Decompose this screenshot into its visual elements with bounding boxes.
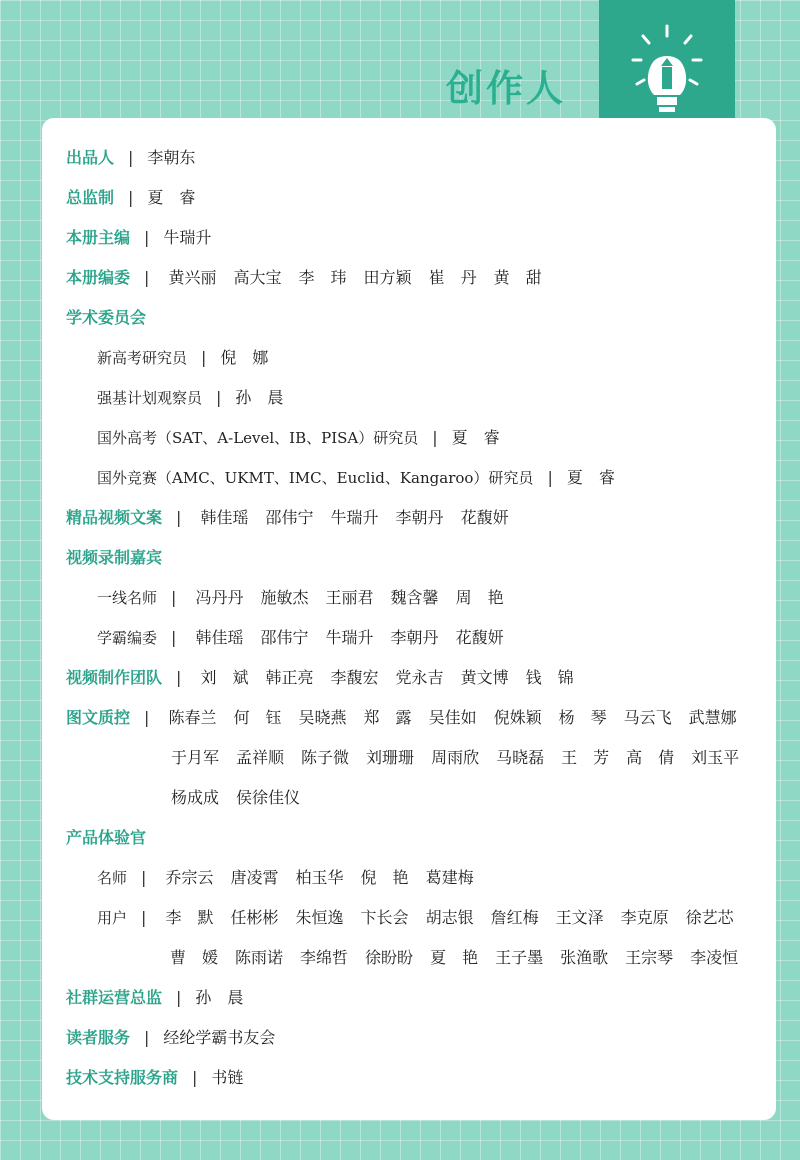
role-label: 视频制作团队 [66, 668, 163, 687]
person-name: 李朝东 [147, 148, 196, 167]
person-name: 李绵哲 [300, 948, 349, 967]
separator: | [176, 988, 182, 1007]
person-name: 倪 艳 [360, 868, 409, 887]
person-name: 马晓磊 [496, 748, 545, 767]
person-name: 杨成成 [171, 788, 220, 807]
person-name: 黄 甜 [493, 268, 542, 287]
person-name: 黄兴丽 [168, 268, 217, 287]
role-label: 出品人 [66, 148, 115, 167]
separator: | [144, 708, 150, 727]
person-name: 经纶学霸书友会 [163, 1028, 276, 1047]
credit-row [97, 466, 632, 490]
credit-row [97, 866, 491, 890]
person-name: 吴佳如 [428, 708, 477, 727]
credit-row [66, 666, 591, 690]
role-label: 国外高考（SAT、A-Level、IB、PISA）研究员 [97, 429, 419, 447]
person-name: 王丽君 [325, 588, 374, 607]
separator: | [171, 588, 177, 607]
person-name: 詹红梅 [490, 908, 539, 927]
credit-row [66, 706, 754, 730]
person-name: 王宗琴 [625, 948, 674, 967]
separator: | [171, 628, 177, 647]
person-name: 陈子微 [301, 748, 350, 767]
person-name: 吴晓燕 [298, 708, 347, 727]
credit-row [97, 386, 300, 410]
page-title: 创作人 [446, 67, 566, 110]
person-name: 李朝丹 [390, 628, 439, 647]
role-label: 精品视频文案 [66, 508, 163, 527]
section-heading [66, 306, 146, 330]
person-name: 王文泽 [555, 908, 604, 927]
person-name: 郑 露 [363, 708, 412, 727]
person-name: 胡志银 [425, 908, 474, 927]
person-name: 钱 锦 [525, 668, 574, 687]
person-name: 徐艺芯 [685, 908, 734, 927]
person-name: 黄文博 [460, 668, 509, 687]
person-name: 武慧娜 [688, 708, 737, 727]
credit-row [97, 346, 285, 370]
person-name: 夏 睿 [566, 468, 615, 487]
separator: | [128, 188, 134, 207]
role-label: 读者服务 [66, 1028, 131, 1047]
person-name: 刘 斌 [200, 668, 249, 687]
role-label: 本册主编 [66, 228, 131, 247]
role-label: 强基计划观察员 [97, 389, 203, 407]
separator: | [176, 668, 182, 687]
role-label: 社群运营总监 [66, 988, 163, 1007]
role-label: 国外竞赛（AMC、UKMT、IMC、Euclid、Kangaroo）研究员 [97, 469, 534, 487]
person-name: 李 默 [165, 908, 214, 927]
credit-row [66, 986, 260, 1010]
credit-row-continued [171, 746, 756, 770]
person-name: 施敏杰 [260, 588, 309, 607]
person-name: 高 倩 [626, 748, 675, 767]
person-name: 王 芳 [561, 748, 610, 767]
person-name: 张渔歌 [560, 948, 609, 967]
person-name: 柏玉华 [295, 868, 344, 887]
separator: | [432, 428, 438, 447]
person-name: 夏 睿 [147, 188, 196, 207]
person-name: 曹 媛 [170, 948, 219, 967]
separator: | [176, 508, 182, 527]
separator: | [216, 388, 222, 407]
person-name: 于月军 [171, 748, 220, 767]
person-name: 花馥妍 [455, 628, 504, 647]
person-name: 王子墨 [495, 948, 544, 967]
credit-row [66, 1026, 292, 1050]
separator: | [141, 868, 147, 887]
credit-row [66, 186, 212, 210]
person-name: 杨 琴 [558, 708, 607, 727]
role-label: 名师 [97, 869, 128, 887]
person-name: 陈春兰 [168, 708, 217, 727]
person-name: 刘玉平 [691, 748, 740, 767]
person-name: 孙 晨 [235, 388, 284, 407]
person-name: 孙 晨 [195, 988, 244, 1007]
credit-row [97, 906, 751, 930]
role-label: 图文质控 [66, 708, 131, 727]
person-name: 花馥妍 [460, 508, 509, 527]
person-name: 李克原 [620, 908, 669, 927]
person-name: 牛瑞升 [163, 228, 212, 247]
role-label: 本册编委 [66, 268, 131, 287]
person-name: 唐凌霄 [230, 868, 279, 887]
separator: | [547, 468, 553, 487]
role-label: 视频录制嘉宾 [66, 548, 163, 567]
person-name: 乔宗云 [165, 868, 214, 887]
person-name: 邵伟宁 [260, 628, 309, 647]
credit-row [66, 1066, 260, 1090]
person-name: 李凌恒 [690, 948, 739, 967]
credit-row [66, 146, 212, 170]
role-label: 学术委员会 [66, 308, 147, 327]
person-name: 党永吉 [395, 668, 444, 687]
separator: | [144, 228, 150, 247]
separator: | [144, 1028, 150, 1047]
person-name: 陈雨诺 [235, 948, 284, 967]
person-name: 任彬彬 [230, 908, 279, 927]
person-name: 倪 娜 [220, 348, 269, 367]
person-name: 刘珊珊 [366, 748, 415, 767]
person-name: 高大宝 [233, 268, 282, 287]
credit-row [66, 506, 526, 530]
separator: | [141, 908, 147, 927]
separator: | [144, 268, 150, 287]
person-name: 韩佳瑶 [195, 628, 244, 647]
role-label: 技术支持服务商 [66, 1068, 179, 1087]
role-label: 一线名师 [97, 589, 158, 607]
separator: | [201, 348, 207, 367]
person-name: 徐盼盼 [365, 948, 414, 967]
person-name: 孟祥顺 [236, 748, 285, 767]
person-name: 魏含馨 [390, 588, 439, 607]
person-name: 马云飞 [623, 708, 672, 727]
person-name: 书链 [211, 1068, 244, 1087]
role-label: 产品体验官 [66, 828, 147, 847]
credit-row-continued [170, 946, 755, 970]
person-name: 李馥宏 [330, 668, 379, 687]
section-heading [66, 546, 162, 570]
person-name: 卞长会 [360, 908, 409, 927]
person-name: 崔 丹 [428, 268, 477, 287]
person-name: 葛建梅 [425, 868, 474, 887]
role-label: 新高考研究员 [97, 349, 188, 367]
separator: | [192, 1068, 198, 1087]
role-label: 总监制 [66, 188, 115, 207]
person-name: 夏 睿 [451, 428, 500, 447]
role-label: 用户 [97, 909, 128, 927]
credit-row-continued [171, 786, 317, 810]
person-name: 田方颖 [363, 268, 412, 287]
credit-row [66, 266, 559, 290]
person-name: 牛瑞升 [325, 628, 374, 647]
person-name: 何 钰 [233, 708, 282, 727]
person-name: 冯丹丹 [195, 588, 244, 607]
person-name: 李 玮 [298, 268, 347, 287]
person-name: 周 艳 [455, 588, 504, 607]
person-name: 倪姝颖 [493, 708, 542, 727]
credit-row [97, 426, 517, 450]
person-name: 韩正亮 [265, 668, 314, 687]
person-name: 韩佳瑶 [200, 508, 249, 527]
credit-row [66, 226, 228, 250]
separator: | [128, 148, 134, 167]
person-name: 李朝丹 [395, 508, 444, 527]
role-label: 学霸编委 [97, 629, 158, 647]
credit-row [97, 626, 521, 650]
person-name: 牛瑞升 [330, 508, 379, 527]
person-name: 邵伟宁 [265, 508, 314, 527]
person-name: 侯徐佳仪 [236, 788, 301, 807]
person-name: 朱恒逸 [295, 908, 344, 927]
section-heading [66, 826, 146, 850]
person-name: 夏 艳 [430, 948, 479, 967]
credit-row [97, 586, 521, 610]
person-name: 周雨欣 [431, 748, 480, 767]
